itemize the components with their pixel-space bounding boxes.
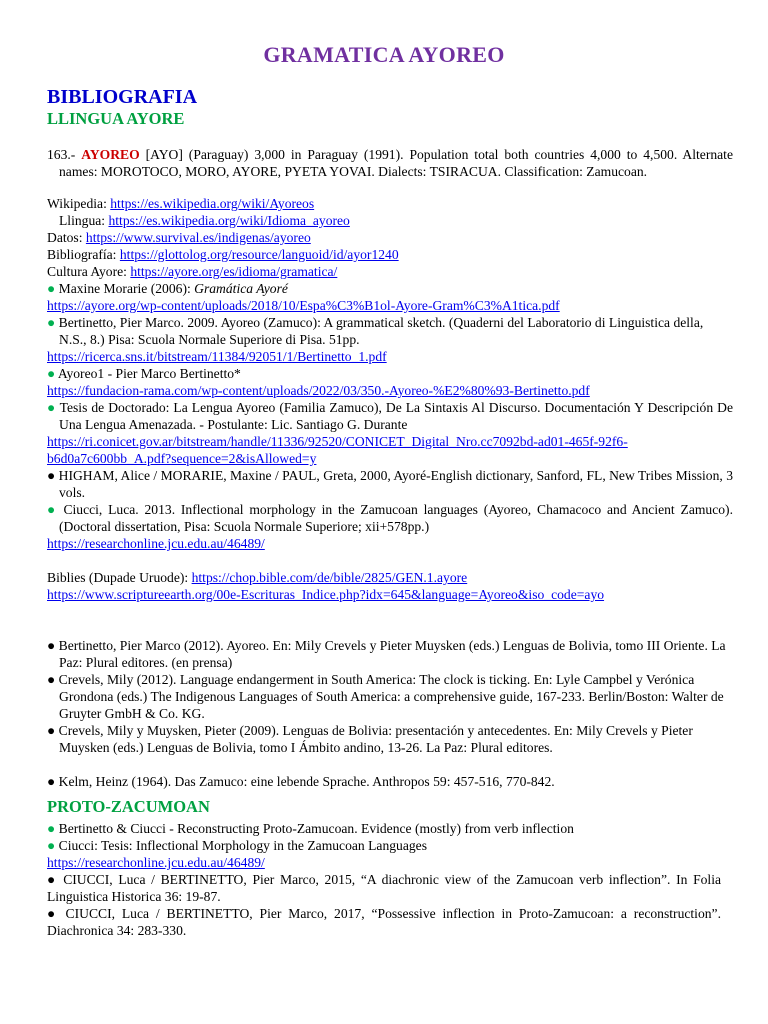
crevels-2012-text: Crevels, Mily (2012). Language endangerment in South America: The clock is ticking. En: Lyle Campbel y Verónica Grondona (eds.) The Indigenous Languages of South America: a comprehensive guide, 167-233. Berlin/Boston: Walter de Gruyter GmbH & Co. KG.	[58, 672, 724, 721]
bertinetto-2009-entry	[47, 314, 733, 348]
green-bullet-icon: ●	[47, 315, 56, 330]
datos-link[interactable]: https://www.survival.es/indigenas/ayoreo	[85, 230, 311, 245]
bertinetto-2012-text: Bertinetto, Pier Marco (2012). Ayoreo. En: Mily Crevels y Pieter Muysken (eds.) Lenguas de Bolivia, tomo III Oriente. La Paz: Plural editores. (en prensa)	[58, 638, 726, 670]
proto-entry-1	[47, 820, 721, 837]
cultura-label: Cultura Ayore:	[47, 264, 131, 279]
bible-com-link[interactable]: https://chop.bible.com/de/bible/2825/GEN.1.ayore	[191, 570, 468, 585]
proto-researchonline-link[interactable]: https://researchonline.jcu.edu.au/46489/	[47, 855, 265, 870]
green-bullet-icon: ●	[47, 502, 58, 517]
green-bullet-icon: ●	[47, 281, 56, 296]
bertinetto-2009-text: Bertinetto, Pier Marco. 2009. Ayoreo (Zamuco): A grammatical sketch. (Quaderni del Laboratorio di Linguistica della, N.S., 8.) Pisa: Scuola Normale Superiore di Pisa. 51pp.	[58, 315, 704, 347]
morarie-title: Gramática Ayoré	[194, 281, 288, 296]
higham-text: HIGHAM, Alice / MORARIE, Maxine / PAUL, Greta, 2000, Ayoré-English dictionary, Sanford, FL, New Tribes Mission, 3 vols.	[58, 468, 733, 500]
language-name: AYOREO	[81, 147, 140, 162]
proto-entry-4	[47, 905, 721, 939]
black-bullet-icon: ●	[47, 723, 56, 738]
glottolog-link[interactable]: https://glottolog.org/resource/languoid/id/ayor1240	[119, 247, 399, 262]
morarie-line	[47, 280, 721, 297]
wikipedia-label: Wikipedia:	[47, 196, 111, 211]
researchonline-link[interactable]: https://researchonline.jcu.edu.au/46489/	[47, 536, 265, 551]
black-bullet-icon: ●	[47, 672, 56, 687]
kelm-text: Kelm, Heinz (1964). Das Zamuco: eine lebende Sprache. Anthropos 59: 457-516, 770-842.	[58, 774, 555, 789]
proto-entry-4-text: CIUCCI, Luca / BERTINETTO, Pier Marco, 2017, “Possessive inflection in Proto-Zamucoan: a reconstruction”. Diachronica 34: 283-330.	[47, 906, 721, 938]
scriptureearth-line	[47, 586, 721, 603]
morarie-text: Maxine Morarie (2006):	[58, 281, 195, 296]
wikipedia-link[interactable]: https://es.wikipedia.org/wiki/Ayoreos	[110, 196, 315, 211]
entry-number: 163.-	[47, 147, 82, 162]
section-heading-proto-zacumoan: PROTO-ZACUMOAN	[47, 797, 210, 816]
entry-163	[47, 146, 733, 180]
tesis-link-part1[interactable]: https://ri.conicet.gov.ar/bitstream/handle/11336/92520/CONICET_Digital_Nro.cc7092bd-ad01-465f-92f6-	[47, 434, 628, 449]
tesis-url-line-2	[47, 450, 721, 467]
ciucci-2013-url-line	[47, 535, 721, 552]
crevels-2009-entry	[47, 722, 733, 756]
biblies-label: Biblies (Dupade Uruode):	[47, 570, 192, 585]
green-bullet-icon: ●	[47, 838, 56, 853]
wikipedia-line	[47, 195, 721, 212]
crevels-2009-text: Crevels, Mily y Muysken, Pieter (2009). Lenguas de Bolivia: presentación y antecedentes. En: Mily Crevels y Pieter Muysken (eds.) Lenguas de Bolivia, tomo I Ámbito andino, 13-26. La Paz: Plural editores.	[58, 723, 693, 755]
kelm-entry	[47, 773, 733, 790]
black-bullet-icon: ●	[47, 906, 59, 921]
entry-description: [AYO] (Paraguay) 3,000 in Paraguay (1991). Population total both countries 4,000 to 4,500. Alternate names: MOROTOCO, MORO, AYORE, PYETA YOVAI. Dialects: TSIRACUA. Classification: Zamucoan.	[59, 147, 733, 179]
datos-line	[47, 229, 721, 246]
green-bullet-icon: ●	[47, 366, 56, 381]
biblies-line	[47, 569, 721, 586]
proto-entry-3-text: CIUCCI, Luca / BERTINETTO, Pier Marco, 2015, “A diachronic view of the Zamucoan verb inflection”. In Folia Linguistica Historica 36: 19-87.	[47, 872, 722, 904]
ayoreo1-pdf-link[interactable]: https://fundacion-rama.com/wp-content/uploads/2022/03/350.-Ayoreo-%E2%80%93-Bertinetto.pdf	[47, 383, 590, 398]
bibliografia-label: Bibliografía:	[47, 247, 120, 262]
cultura-line	[47, 263, 721, 280]
ciucci-2013-entry	[47, 501, 733, 535]
morarie-pdf-link[interactable]: https://ayore.org/wp-content/uploads/2018/10/Espa%C3%B1ol-Ayore-Gram%C3%A1tica.pdf	[47, 298, 560, 313]
tesis-entry	[47, 399, 733, 433]
llingua-link[interactable]: https://es.wikipedia.org/wiki/Idioma_ayoreo	[108, 213, 350, 228]
proto-entry-2-url-line	[47, 854, 721, 871]
black-bullet-icon: ●	[47, 468, 56, 483]
crevels-2012-entry	[47, 671, 733, 722]
proto-entry-2-text: Ciucci: Tesis: Inflectional Morphology in the Zamucoan Languages	[58, 838, 428, 853]
proto-entry-3	[47, 871, 721, 905]
proto-entry-2	[47, 837, 721, 854]
proto-entry-1-text: Bertinetto & Ciucci - Reconstructing Proto-Zamucoan. Evidence (mostly) from verb inflection	[58, 821, 574, 836]
bertinetto-2009-link[interactable]: https://ricerca.sns.it/bitstream/11384/92051/1/Bertinetto_1.pdf	[47, 349, 387, 364]
llingua-line	[59, 212, 733, 229]
green-bullet-icon: ●	[47, 400, 56, 415]
morarie-url-line	[47, 297, 721, 314]
higham-entry	[47, 467, 733, 501]
subheading-llingua-ayore: LLINGUA AYORE	[47, 109, 185, 128]
datos-label: Datos:	[47, 230, 86, 245]
ciucci-2013-text: Ciucci, Luca. 2013. Inflectional morphology in the Zamucoan languages (Ayoreo, Chamacoco and Ancient Zamuco). (Doctoral dissertation, Pisa: Scuola Normale Superiore; xii+578pp.)	[59, 502, 733, 534]
ayoreo1-text: Ayoreo1 - Pier Marco Bertinetto*	[57, 366, 241, 381]
black-bullet-icon: ●	[47, 638, 56, 653]
ayoreo1-line	[47, 365, 721, 382]
tesis-text: Tesis de Doctorado: La Lengua Ayoreo (Familia Zamuco), De La Sintaxis Al Discurso. Documentación Y Descripción De Una Lengua Amenazada. - Postulante: Lic. Santiago G. Durante	[59, 400, 733, 432]
scriptureearth-link[interactable]: https://www.scriptureearth.org/00e-Escrituras_Indice.php?idx=645&language=Ayoreo&iso_code=ayo	[47, 587, 605, 602]
ayoreo1-url-line	[47, 382, 721, 399]
bibliografia-line	[47, 246, 721, 263]
bertinetto-2012-entry	[47, 637, 733, 671]
black-bullet-icon: ●	[47, 774, 56, 789]
tesis-url-line-1	[47, 433, 721, 450]
llingua-label: Llingua:	[59, 213, 109, 228]
section-heading-bibliografia: BIBLIOGRAFIA	[47, 86, 198, 108]
bertinetto-2009-url-line	[47, 348, 721, 365]
cultura-link[interactable]: https://ayore.org/es/idioma/gramatica/	[130, 264, 338, 279]
green-bullet-icon: ●	[47, 821, 56, 836]
document-title: GRAMATICA AYOREO	[263, 42, 505, 67]
tesis-link-part2[interactable]: b6d0a7c600bb_A.pdf?sequence=2&isAllowed=y	[47, 451, 317, 466]
black-bullet-icon: ●	[47, 872, 58, 887]
